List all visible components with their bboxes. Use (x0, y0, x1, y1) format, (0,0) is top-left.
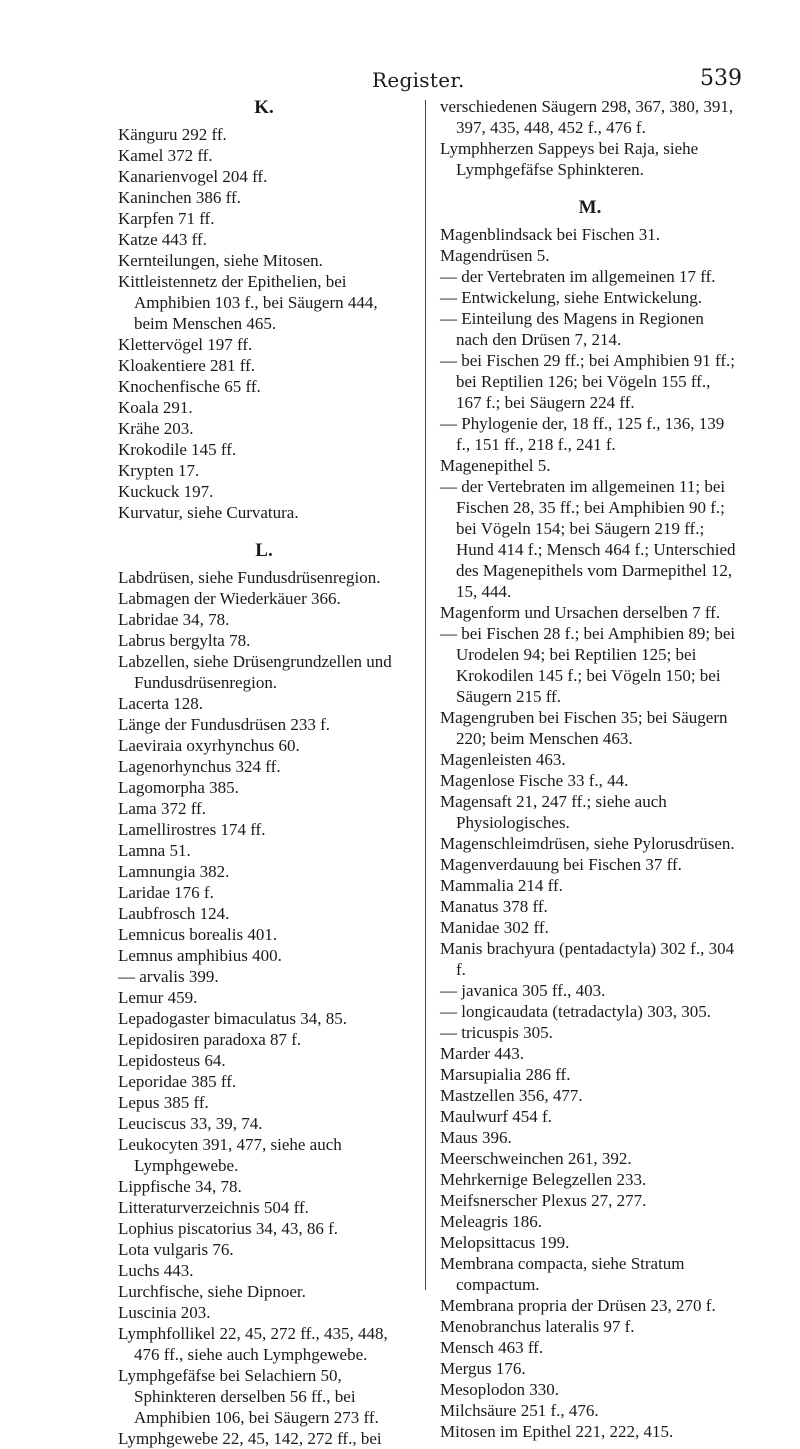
index-entry: Meleagris 186. (440, 1212, 542, 1231)
index-entry: Leukocyten 391, 477, siehe auch Lymphgewebe. (118, 1135, 342, 1175)
index-entry: Meifsnerscher Plexus 27, 277. (440, 1191, 647, 1210)
index-entry: Labdrüsen, siehe Fundusdrüsenregion. (118, 568, 381, 587)
index-entry: Litteraturverzeichnis 504 ff. (118, 1198, 309, 1217)
index-entry: Klettervögel 197 ff. (118, 335, 253, 354)
index-entry: Maus 396. (440, 1128, 512, 1147)
index-entry: Labridae 34, 78. (118, 610, 230, 629)
index-entry: Mammalia 214 ff. (440, 876, 563, 895)
index-entry: — Phylogenie der, 18 ff., 125 f., 136, 139 f., 151 ff., 218 f., 241 f. (440, 414, 725, 454)
index-entry: Lepus 385 ff. (118, 1093, 209, 1112)
index-entry: Koala 291. (118, 398, 193, 417)
index-entry: — tricuspis 305. (440, 1023, 553, 1042)
index-entry: Marsupialia 286 ff. (440, 1065, 571, 1084)
index-entry: Manatus 378 ff. (440, 897, 548, 916)
index-entry: — Entwickelung, siehe Entwickelung. (440, 288, 703, 307)
page-number: 539 (700, 66, 742, 91)
index-entry: Kernteilungen, siehe Mitosen. (118, 251, 323, 270)
page-header (0, 0, 800, 98)
index-entry: Magenschleimdrüsen, siehe Pylorusdrüsen. (440, 834, 735, 853)
index-entry: Lamnungia 382. (118, 862, 230, 881)
column-divider (425, 100, 426, 1290)
index-entry: — javanica 305 ff., 403. (440, 981, 606, 1000)
index-entry: Lymphherzen Sappeys bei Raja, siehe Lymphgefäfse Sphinkteren. (440, 139, 699, 179)
index-entry: Magendrüsen 5. (440, 246, 550, 265)
index-entry: Labrus bergylta 78. (118, 631, 251, 650)
left-column (118, 96, 410, 1449)
index-entry: Länge der Fundusdrüsen 233 f. (118, 715, 330, 734)
index-entry: Krähe 203. (118, 419, 194, 438)
index-entry: Marder 443. (440, 1044, 525, 1063)
index-entry: Luscinia 203. (118, 1303, 211, 1322)
index-entry: Kloakentiere 281 ff. (118, 356, 256, 375)
index-entry: Lepidosiren paradoxa 87 f. (118, 1030, 302, 1049)
index-entry: Melopsittacus 199. (440, 1233, 570, 1252)
index-entry: Membrana propria der Drüsen 23, 270 f. (440, 1296, 716, 1315)
index-entry: Lurchfische, siehe Dipnoer. (118, 1282, 306, 1301)
index-entry: Mehrkernige Belegzellen 233. (440, 1170, 647, 1189)
index-entry: Maulwurf 454 f. (440, 1107, 552, 1126)
running-title: Register. (372, 68, 465, 92)
index-entry: Lemur 459. (118, 988, 198, 1007)
section-letter: L. (255, 540, 273, 561)
index-entry: Mergus 176. (440, 1359, 526, 1378)
index-entry: Mesoplodon 330. (440, 1380, 559, 1399)
index-entry: verschiedenen Säugern 298, 367, 380, 391, 397, 435, 448, 452 f., 476 f. (440, 97, 734, 137)
index-entry: Kurvatur, siehe Curvatura. (118, 503, 299, 522)
section-letter: M. (578, 197, 602, 218)
index-entry: Kittleistennetz der Epithelien, bei Amphibien 103 f., bei Säugern 444, beim Menschen 465. (118, 272, 378, 333)
index-entry: — arvalis 399. (118, 967, 219, 986)
index-entry: Lymphfollikel 22, 45, 272 ff., 435, 448, 476 ff., siehe auch Lymphgewebe. (118, 1324, 388, 1364)
index-entry: Karpfen 71 ff. (118, 209, 215, 228)
index-entry: Leuciscus 33, 39, 74. (118, 1114, 263, 1133)
index-entry: Laubfrosch 124. (118, 904, 230, 923)
index-entry: Lagenorhynchus 324 ff. (118, 757, 281, 776)
index-entry: Lepidosteus 64. (118, 1051, 226, 1070)
index-entry: Knochenfische 65 ff. (118, 377, 261, 396)
index-entry: Meerschweinchen 261, 392. (440, 1149, 632, 1168)
index-entry: Manidae 302 ff. (440, 918, 549, 937)
index-entry: Membrana compacta, siehe Stratum compactum. (440, 1254, 685, 1294)
index-entry: — der Vertebraten im allgemeinen 11; bei Fischen 28, 35 ff.; bei Amphibien 90 f.; bei Vögeln 154; bei Säugern 219 ff.; Hund 414 f.; Mensch 464 f.; Unterschied des Magenepithels vom Darmepithel 12, 15, 444. (440, 477, 736, 601)
index-entry: Menobranchus lateralis 97 f. (440, 1317, 635, 1336)
index-entry: Luchs 443. (118, 1261, 194, 1280)
index-entry: Milchsäure 251 f., 476. (440, 1401, 599, 1420)
index-entry: Laeviraia oxyrhynchus 60. (118, 736, 300, 755)
index-entry: Labzellen, siehe Drüsengrundzellen und Fundusdrüsenregion. (118, 652, 392, 692)
index-entry: Lymphgefäfse bei Selachiern 50, Sphinkteren derselben 56 ff., bei Amphibien 106, bei Säugern 273 ff. (118, 1366, 379, 1427)
index-entry: Mitosen im Epithel 221, 222, 415. (440, 1422, 674, 1441)
index-entry: Krokodile 145 ff. (118, 440, 237, 459)
right-column (440, 96, 740, 1442)
index-entry: — bei Fischen 28 f.; bei Amphibien 89; bei Urodelen 94; bei Reptilien 125; bei Krokodilen 145 f.; bei Vögeln 150; bei Säugern 215 ff. (440, 624, 736, 706)
index-entry: Kanarienvogel 204 ff. (118, 167, 268, 186)
index-entry: — bei Fischen 29 ff.; bei Amphibien 91 ff.; bei Reptilien 126; bei Vögeln 155 ff., 167 f.; bei Säugern 224 ff. (440, 351, 735, 412)
section-letter: K. (254, 97, 274, 118)
index-entry: Kamel 372 ff. (118, 146, 213, 165)
index-columns (0, 96, 800, 1448)
index-entry: Lagomorpha 385. (118, 778, 239, 797)
index-entry: Magenepithel 5. (440, 456, 551, 475)
index-entry: Leporidae 385 ff. (118, 1072, 237, 1091)
index-entry: Lippfische 34, 78. (118, 1177, 242, 1196)
index-entry: Labmagen der Wiederkäuer 366. (118, 589, 341, 608)
index-entry: — der Vertebraten im allgemeinen 17 ff. (440, 267, 716, 286)
index-entry: Magenblindsack bei Fischen 31. (440, 225, 661, 244)
index-entry: Magengruben bei Fischen 35; bei Säugern 220; beim Menschen 463. (440, 708, 728, 748)
index-entry: Lemnus amphibius 400. (118, 946, 282, 965)
index-entry: Magenlose Fische 33 f., 44. (440, 771, 629, 790)
index-entry: Magenverdauung bei Fischen 37 ff. (440, 855, 682, 874)
index-entry: Magenleisten 463. (440, 750, 566, 769)
index-entry: Magensaft 21, 247 ff.; siehe auch Physiologisches. (440, 792, 667, 832)
index-entry: Laridae 176 f. (118, 883, 214, 902)
index-entry: Lamellirostres 174 ff. (118, 820, 266, 839)
index-entry: Känguru 292 ff. (118, 125, 227, 144)
index-entry: Lymphgewebe 22, 45, 142, 272 ff., bei (118, 1429, 382, 1448)
index-entry: — longicaudata (tetradactyla) 303, 305. (440, 1002, 711, 1021)
index-entry: Lota vulgaris 76. (118, 1240, 234, 1259)
index-entry: Manis brachyura (pentadactyla) 302 f., 304 f. (440, 939, 735, 979)
index-entry: Kaninchen 386 ff. (118, 188, 241, 207)
index-entry: Lacerta 128. (118, 694, 203, 713)
index-entry: Lophius piscatorius 34, 43, 86 f. (118, 1219, 339, 1238)
index-entry: Lepadogaster bimaculatus 34, 85. (118, 1009, 347, 1028)
index-entry: Mensch 463 ff. (440, 1338, 544, 1357)
index-entry: Mastzellen 356, 477. (440, 1086, 583, 1105)
index-entry: — Einteilung des Magens in Regionen nach den Drüsen 7, 214. (440, 309, 704, 349)
index-entry: Lamna 51. (118, 841, 191, 860)
index-entry: Magenform und Ursachen derselben 7 ff. (440, 603, 721, 622)
index-entry: Lama 372 ff. (118, 799, 206, 818)
index-entry: Lemnicus borealis 401. (118, 925, 278, 944)
index-entry: Katze 443 ff. (118, 230, 207, 249)
index-entry: Kuckuck 197. (118, 482, 214, 501)
index-entry: Krypten 17. (118, 461, 200, 480)
